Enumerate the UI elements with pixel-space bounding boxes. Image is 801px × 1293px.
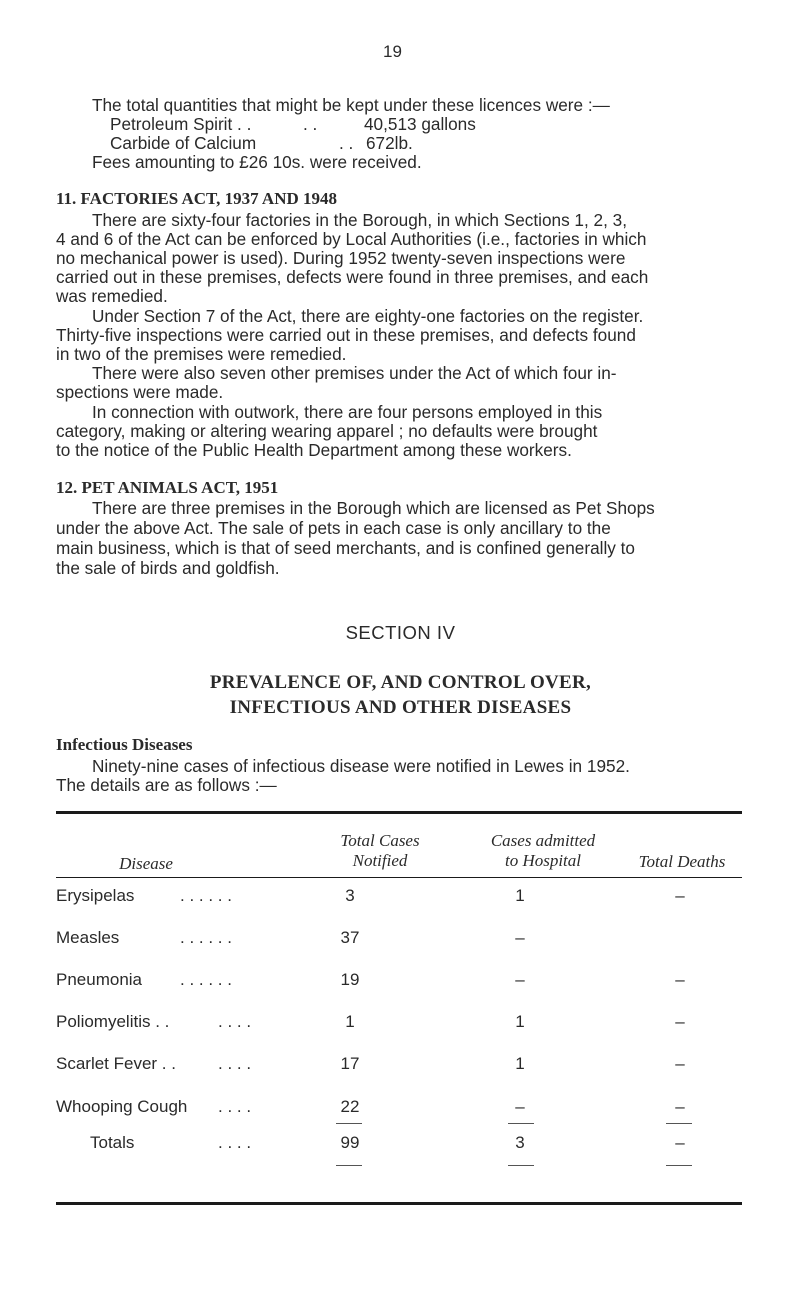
table-top-rule [56, 811, 742, 814]
row-dots: . . . . [218, 1012, 252, 1031]
totals-hospital: 3 [515, 1133, 525, 1152]
petroleum-value: 40,513 gallons [364, 114, 476, 134]
row-notified: 22 [340, 1097, 360, 1116]
section-title: SECTION IV [345, 622, 456, 643]
total-separator-top [336, 1123, 362, 1124]
row-deaths: – [675, 1054, 685, 1073]
totals-dots: . . . . [218, 1133, 252, 1152]
row-dots: . . . . [218, 1097, 252, 1116]
row-deaths: – [675, 1012, 685, 1031]
petroleum-label: Petroleum Spirit . . [110, 114, 252, 134]
s11-line: carried out in these premises, defects were found in three premises, and each [56, 267, 649, 287]
s11-line: Under Section 7 of the Act, there are eighty-one factories on the register. [92, 306, 644, 326]
petroleum-dots: . . [303, 114, 318, 134]
totals-notified: 99 [340, 1133, 360, 1152]
carbide-label: Carbide of Calcium [110, 133, 257, 153]
s12-line: There are three premises in the Borough which are licensed as Pet Shops [92, 498, 655, 518]
row-disease: Scarlet Fever . . [56, 1054, 176, 1073]
section-12-heading: 12. PET ANIMALS ACT, 1951 [56, 478, 279, 497]
row-disease: Erysipelas [56, 886, 135, 905]
table-bottom-rule [56, 1202, 742, 1205]
row-notified: 17 [340, 1054, 360, 1073]
row-dots: . . . . . . [180, 886, 232, 905]
s11-line: There are sixty-four factories in the Borough, in which Sections 1, 2, 3, [92, 210, 627, 230]
fees-line: Fees amounting to £26 10s. were received. [92, 152, 422, 172]
totals-label: Totals [90, 1133, 135, 1152]
subheading-infectious-diseases: Infectious Diseases [56, 735, 193, 754]
carbide-value: 672lb. [366, 133, 413, 153]
s11-line: spections were made. [56, 382, 224, 402]
row-hospital: – [515, 970, 525, 989]
header-total-deaths: Total Deaths [638, 852, 726, 871]
total-separator-bottom [666, 1165, 692, 1166]
s11-line: to the notice of the Public Health Department among these workers. [56, 440, 572, 460]
main-heading-line2: INFECTIOUS AND OTHER DISEASES [229, 697, 572, 718]
s11-line: 4 and 6 of the Act can be enforced by Local Authorities (i.e., factories in which [56, 229, 647, 249]
row-disease: Measles [56, 928, 120, 947]
main-heading-line1: PREVALENCE OF, AND CONTROL OVER, [209, 672, 592, 693]
total-separator-top [666, 1123, 692, 1124]
row-dots: . . . . . . [180, 928, 232, 947]
table-header-rule [56, 877, 742, 878]
header-hospital-line1: Cases admitted [490, 831, 596, 850]
s11-line: In connection with outwork, there are four persons employed in this [92, 402, 603, 422]
infectious-intro-line: The details are as follows :— [56, 775, 277, 795]
s11-line: category, making or altering wearing apparel ; no defaults were brought [56, 421, 598, 441]
row-notified: 3 [345, 886, 355, 905]
s11-line: Thirty-five inspections were carried out in these premises, and defects found [56, 325, 636, 345]
row-dots: . . . . [218, 1054, 252, 1073]
header-total-notified-line1: Total Cases [340, 831, 420, 850]
s12-line: the sale of birds and goldfish. [56, 558, 280, 578]
section-11-heading: 11. FACTORIES ACT, 1937 AND 1948 [56, 189, 338, 208]
infectious-intro-line: Ninety-nine cases of infectious disease were notified in Lewes in 1952. [92, 756, 630, 776]
s11-line: in two of the premises were remedied. [56, 344, 347, 364]
s12-line: under the above Act. The sale of pets in each case is only ancillary to the [56, 518, 611, 538]
row-deaths: – [675, 1097, 685, 1116]
total-separator-bottom [508, 1165, 534, 1166]
total-separator-bottom [336, 1165, 362, 1166]
page-number: 19 [383, 42, 402, 61]
row-notified: 19 [340, 970, 360, 989]
row-hospital: – [515, 928, 525, 947]
header-disease: Disease [119, 854, 173, 873]
row-hospital: 1 [515, 886, 525, 905]
row-notified: 37 [340, 928, 360, 947]
carbide-dots: . . [339, 133, 354, 153]
row-notified: 1 [345, 1012, 355, 1031]
header-total-notified-line2: Notified [352, 851, 408, 870]
s12-line: main business, which is that of seed merchants, and is confined generally to [56, 538, 635, 558]
row-disease: Poliomyelitis . . [56, 1012, 170, 1031]
row-hospital: 1 [515, 1012, 525, 1031]
row-disease: Pneumonia [56, 970, 143, 989]
row-deaths: – [675, 886, 685, 905]
totals-deaths: – [675, 1133, 685, 1152]
row-hospital: 1 [515, 1054, 525, 1073]
licences-intro: The total quantities that might be kept under these licences were :— [92, 95, 610, 115]
row-disease: Whooping Cough [56, 1097, 188, 1116]
s11-line: no mechanical power is used). During 1952 twenty-seven inspections were [56, 248, 626, 268]
s11-line: There were also seven other premises under the Act of which four in- [92, 363, 617, 383]
total-separator-top [508, 1123, 534, 1124]
header-hospital-line2: to Hospital [504, 851, 582, 870]
row-hospital: – [515, 1097, 525, 1116]
s11-line: was remedied. [56, 286, 168, 306]
row-dots: . . . . . . [180, 970, 232, 989]
row-deaths: – [675, 970, 685, 989]
